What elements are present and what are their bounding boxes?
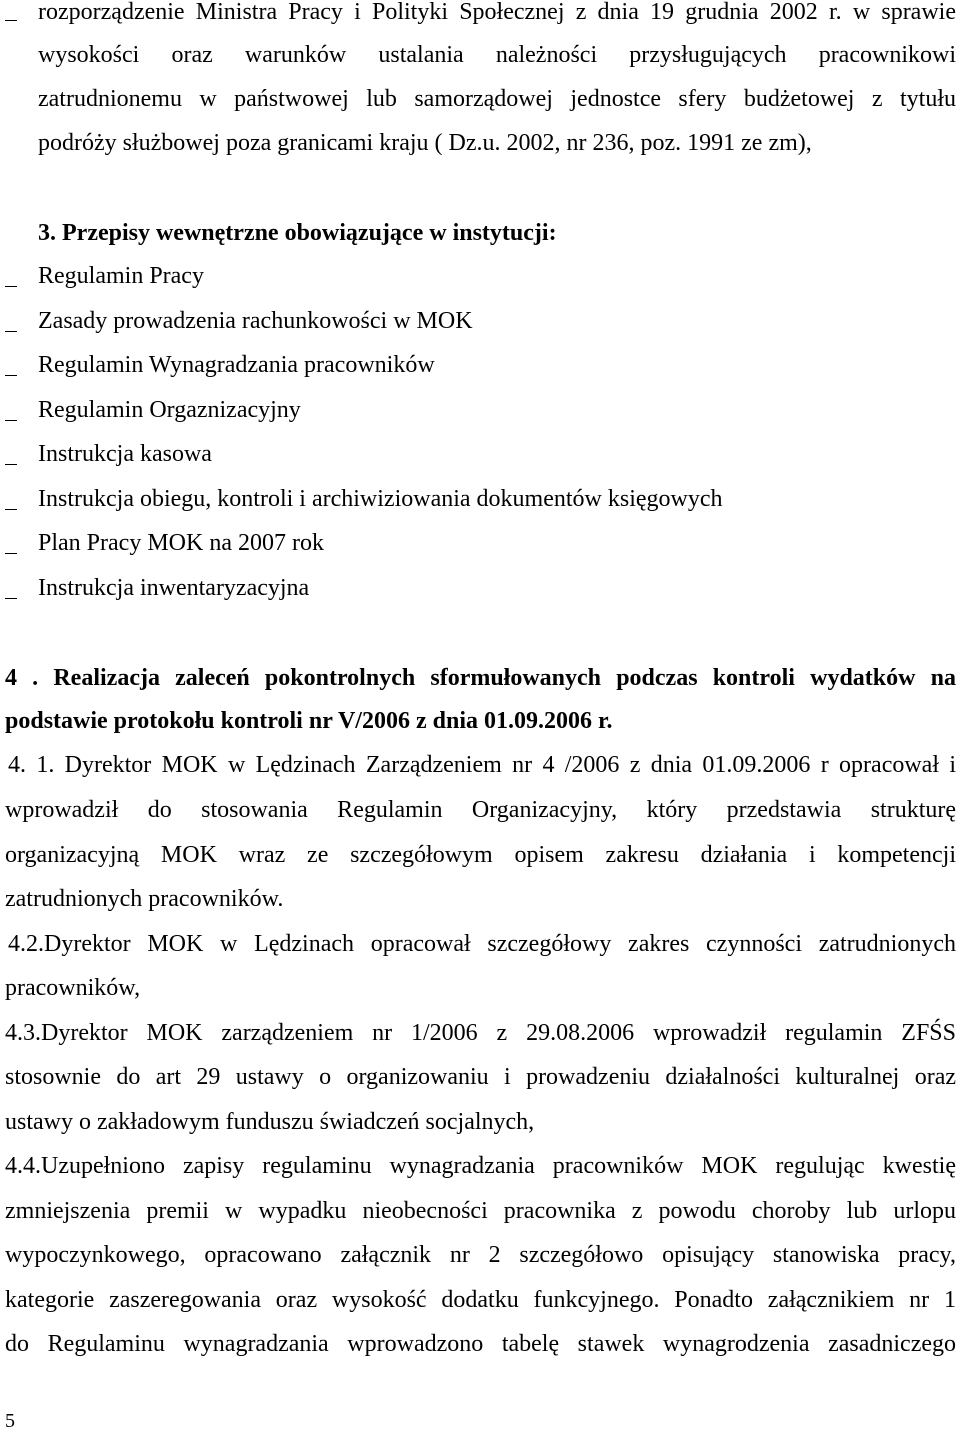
text-line: wypoczynkowego, opracowano załącznik nr 2 szczegółowo opisujący stanowiska pracy,	[5, 1242, 956, 1268]
list-item-label: Instrukcja inwentaryzacyjna	[38, 575, 310, 601]
list-item-label: Instrukcja obiegu, kontroli i archiwiziowania dokumentów księgowych	[38, 486, 723, 512]
page-number: 5	[5, 1410, 15, 1432]
text-line: zatrudnionych pracowników.	[5, 886, 284, 912]
section-heading-continued: podstawie protokołu kontroli nr V/2006 z dnia 01.09.2006 r.	[5, 708, 613, 734]
text-line: organizacyjną MOK wraz ze szczegółowym opisem zakresu działania i kompetencji	[5, 842, 956, 868]
text-line: rozporządzenie Ministra Pracy i Polityki Społecznej z dnia 19 grudnia 2002 r. w sprawie	[38, 0, 956, 25]
list-item-label: Regulamin Orgaznizacyjny	[38, 397, 301, 423]
list-item-label: Regulamin Pracy	[38, 263, 204, 289]
text-line: 4.3.Dyrektor MOK zarządzeniem nr 1/2006 z 29.08.2006 wprowadził regulamin ZFŚS	[5, 1020, 956, 1046]
text-line: 4. 1. Dyrektor MOK w Lędzinach Zarządzeniem nr 4 /2006 z dnia 01.09.2006 r opracował i	[8, 752, 956, 778]
text-line: ustawy o zakładowym funduszu świadczeń socjalnych,	[5, 1109, 535, 1135]
list-item-label: Instrukcja kasowa	[38, 441, 212, 467]
text-line: podróży służbowej poza granicami kraju ( Dz.u. 2002, nr 236, poz. 1991 ze zm),	[38, 130, 812, 156]
text-line: wprowadził do stosowania Regulamin Organizacyjny, który przedstawia strukturę	[5, 797, 956, 823]
dash-bullet	[5, 420, 17, 421]
list-item-label: Zasady prowadzenia rachunkowości w MOK	[38, 308, 473, 334]
dash-bullet	[5, 598, 17, 599]
dash-bullet	[5, 553, 17, 554]
text-line: wysokości oraz warunków ustalania należności przysługujących pracownikowi	[38, 42, 956, 68]
text-line: 4.4.Uzupełniono zapisy regulaminu wynagradzania pracowników MOK regulując kwestię	[5, 1153, 956, 1179]
text-line: zmniejszenia premii w wypadku nieobecności pracownika z powodu choroby lub urlopu	[5, 1198, 956, 1224]
dash-bullet	[5, 20, 17, 21]
dash-bullet	[5, 375, 17, 376]
text-line: 4.2.Dyrektor MOK w Lędzinach opracował szczegółowy zakres czynności zatrudnionych	[8, 931, 956, 957]
section-heading: 3. Przepisy wewnętrzne obowiązujące w instytucji:	[38, 220, 557, 246]
text-line: zatrudnionemu w państwowej lub samorządowej jednostce sfery budżetowej z tytułu	[38, 86, 956, 112]
dash-bullet	[5, 331, 17, 332]
text-line: kategorie zaszeregowania oraz wysokość dodatku funkcyjnego. Ponadto załącznikiem nr 1	[5, 1287, 956, 1313]
list-item-label: Plan Pracy MOK na 2007 rok	[38, 530, 324, 556]
text-line: do Regulaminu wynagradzania wprowadzono tabelę stawek wynagrodzenia zasadniczego	[5, 1331, 956, 1357]
text-line: stosownie do art 29 ustawy o organizowaniu i prowadzeniu działalności kulturalnej oraz	[5, 1064, 956, 1090]
text-line: pracowników,	[5, 975, 141, 1001]
dash-bullet	[5, 286, 17, 287]
list-item-label: Regulamin Wynagradzania pracowników	[38, 352, 435, 378]
section-heading: 4 . Realizacja zaleceń pokontrolnych sformułowanych podczas kontroli wydatków na	[5, 665, 956, 691]
dash-bullet	[5, 464, 17, 465]
dash-bullet	[5, 509, 17, 510]
